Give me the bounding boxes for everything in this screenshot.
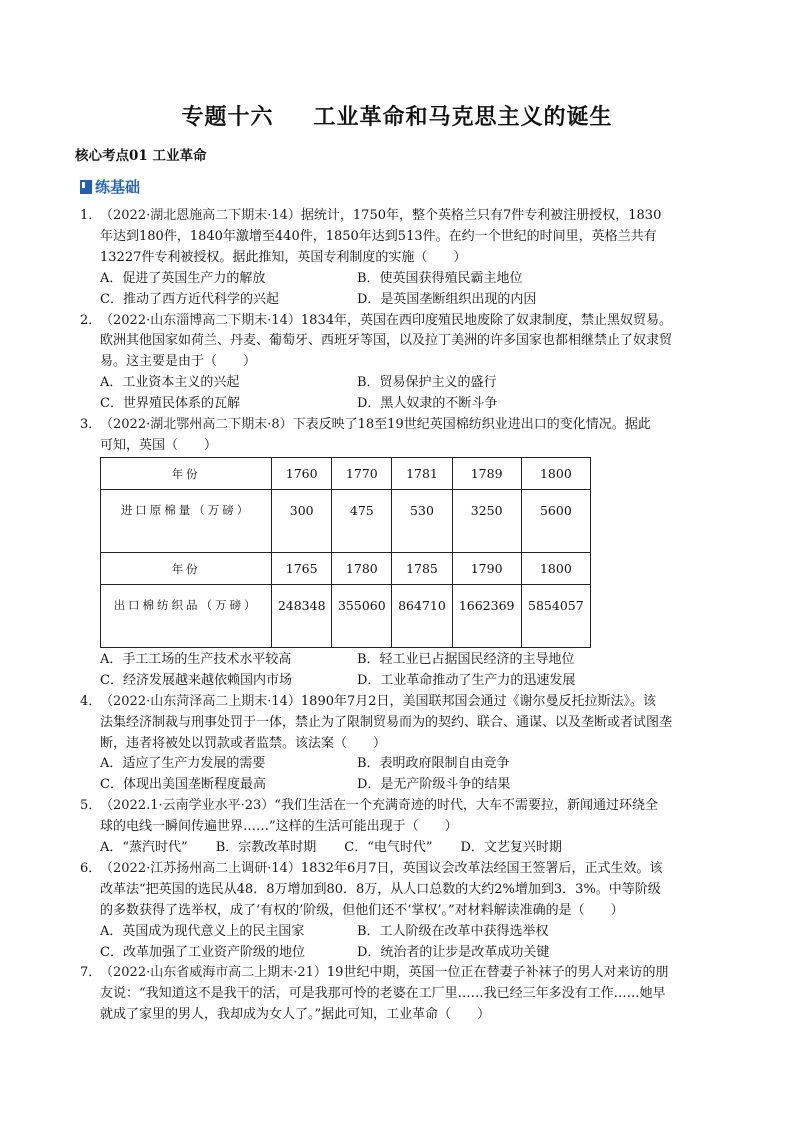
options-row bbox=[100, 269, 720, 290]
question-number: 5． bbox=[80, 798, 102, 814]
question-source: （2022·山东菏泽高二上期末·14） bbox=[100, 693, 301, 709]
option-d[interactable]: D．是无产阶级斗争的结果 bbox=[357, 777, 511, 793]
table-row-header: 出口棉纺织品（万磅） bbox=[101, 584, 272, 647]
table-cell: 355060 bbox=[332, 584, 392, 647]
table-cell: 864710 bbox=[392, 584, 452, 647]
question-text-line: 球的电线一瞬间传遍世界……”这样的生活可能出现于（ ） bbox=[100, 819, 458, 835]
table-row bbox=[101, 552, 591, 584]
question-7 bbox=[80, 963, 720, 1026]
options-row bbox=[100, 373, 720, 394]
options-row bbox=[100, 650, 720, 671]
question-4 bbox=[80, 692, 720, 797]
question-text-line bbox=[80, 311, 720, 332]
table-cell: 1790 bbox=[452, 552, 521, 584]
question-source: （2022·湖北恩施高二下期末·14） bbox=[100, 208, 301, 223]
book-icon bbox=[80, 180, 92, 194]
table-row-header: 年份 bbox=[101, 457, 272, 489]
question-number: 6． bbox=[80, 860, 102, 876]
question-3 bbox=[80, 415, 720, 692]
option-c[interactable]: C．推动了西方近代科学的兴起 bbox=[100, 291, 279, 307]
question-text-line: 的多数获得了选举权，成了‘有权的’阶级，但他们还不‘掌权’。”对材料解读准确的是（ ） bbox=[100, 902, 624, 918]
options-row bbox=[100, 394, 720, 415]
answer-options bbox=[80, 650, 720, 692]
option-d[interactable]: D．文艺复兴时期 bbox=[460, 840, 562, 856]
option-a[interactable]: A．手工工场的生产技术水平较高 bbox=[100, 651, 292, 667]
option-a[interactable]: A．适应了生产力发展的需要 bbox=[100, 756, 266, 772]
table-cell: 5600 bbox=[521, 489, 590, 552]
question-text-line: 改革法“把英国的选民从48．8万增加到80．8万，从人口总数的大约2%增加到3．3%。中等阶级 bbox=[100, 881, 661, 897]
option-b[interactable]: B．贸易保护主义的盛行 bbox=[357, 375, 497, 391]
question-text: 1832年6月7日，英国议会改革法经国王签署后，正式生效。该 bbox=[300, 860, 663, 876]
question-text-line: 年达到180件，1840年激增至440件，1850年达到513件。在约一个世纪的时间里，英格兰共有 bbox=[100, 228, 657, 244]
cotton-trade-table bbox=[100, 457, 591, 648]
question-5 bbox=[80, 796, 720, 859]
table-cell: 1789 bbox=[452, 457, 521, 489]
options-row bbox=[100, 775, 720, 796]
answer-options bbox=[80, 754, 720, 796]
table-cell: 530 bbox=[392, 489, 452, 552]
options-row bbox=[100, 671, 720, 692]
option-a[interactable]: A．工业资本主义的兴起 bbox=[100, 375, 240, 391]
option-b[interactable]: B．表明政府限制自由竞争 bbox=[357, 756, 510, 772]
option-a[interactable]: A．英国成为现代意义上的民主国家 bbox=[100, 923, 305, 939]
option-b[interactable]: B．宗教改革时期 bbox=[215, 840, 317, 856]
table-row bbox=[101, 489, 591, 552]
question-text: 1834年，英国在西印度殖民地废除了奴隶制度，禁止黑奴贸易。 bbox=[300, 312, 672, 328]
question-text-line: 友说：“我知道这不是我干的活，可是我那可怜的老婆在工厂里……我已经三年多没有工作……她早 bbox=[100, 986, 666, 1002]
option-a[interactable]: A．“蒸汽时代” bbox=[100, 840, 188, 856]
title-topic-number: 专题十六 bbox=[181, 105, 274, 130]
question-number: 4． bbox=[80, 693, 102, 709]
question-text: “我们生活在一个充满奇迹的时代，大车不需要拉，新闻通过环绕全 bbox=[274, 798, 658, 814]
option-b[interactable]: B．工人阶级在改革中获得选举权 bbox=[357, 923, 549, 939]
table-cell: 1662369 bbox=[452, 584, 521, 647]
question-text-line bbox=[80, 859, 720, 880]
table-cell: 1785 bbox=[392, 552, 452, 584]
question-text-line bbox=[80, 963, 720, 984]
section-heading: 核心考点01 工业革命 bbox=[75, 148, 207, 164]
practice-heading bbox=[80, 176, 140, 197]
table-cell: 1800 bbox=[521, 457, 590, 489]
question-list bbox=[80, 206, 720, 1026]
question-text-line: 可知，英国（ ） bbox=[100, 437, 218, 453]
question-text-line bbox=[80, 415, 720, 436]
table-row bbox=[101, 457, 591, 489]
question-text-line: 断，违者将被处以罚款或者监禁。该法案（ ） bbox=[100, 735, 387, 751]
question-text: 下表反映了18至19世纪英国棉纺织业进出口的变化情况。据此 bbox=[292, 417, 651, 433]
table-cell: 1800 bbox=[521, 552, 590, 584]
question-number: 1． bbox=[80, 208, 102, 223]
table-cell: 5854057 bbox=[521, 584, 590, 647]
question-text: 1890年7月2日，美国联邦国会通过《谢尔曼反托拉斯法》。该 bbox=[300, 693, 657, 709]
question-text-line bbox=[80, 796, 720, 817]
answer-options bbox=[80, 373, 720, 415]
answer-options bbox=[80, 922, 720, 964]
question-source: （2022·山东省威海市高二上期末·21） bbox=[100, 965, 327, 981]
table-cell: 248348 bbox=[272, 584, 332, 647]
table-cell: 1780 bbox=[332, 552, 392, 584]
table-cell: 300 bbox=[272, 489, 332, 552]
question-number: 2． bbox=[80, 312, 102, 328]
question-6 bbox=[80, 859, 720, 964]
option-c[interactable]: C．“电气时代” bbox=[344, 840, 433, 856]
table-cell: 3250 bbox=[452, 489, 521, 552]
table-cell: 1760 bbox=[272, 457, 332, 489]
question-text: 据统计，1750年，整个英格兰只有7件专利被注册授权，1830 bbox=[300, 208, 662, 223]
option-c[interactable]: C．世界殖民体系的瓦解 bbox=[100, 396, 240, 412]
answer-options bbox=[80, 269, 720, 311]
table-row-header: 年份 bbox=[101, 552, 272, 584]
question-number: 3． bbox=[80, 417, 102, 433]
option-b[interactable]: B．使英国获得殖民霸主地位 bbox=[357, 270, 523, 286]
option-c[interactable]: C．改革加强了工业资产阶级的地位 bbox=[100, 944, 305, 960]
table-cell: 1781 bbox=[392, 457, 452, 489]
options-row bbox=[100, 943, 720, 964]
option-d[interactable]: D．统治者的让步是改革成功关键 bbox=[357, 944, 550, 960]
options-row bbox=[100, 922, 720, 943]
question-source: （2022·山东淄博高二下期末·14） bbox=[100, 312, 301, 328]
option-c[interactable]: C．体现出美国垄断程度最高 bbox=[100, 777, 266, 793]
option-d[interactable]: D．工业革命推动了生产力的迅速发展 bbox=[357, 672, 576, 688]
options-row bbox=[100, 290, 720, 311]
table-cell: 1770 bbox=[332, 457, 392, 489]
question-text-line: 欧洲其他国家如荷兰、丹麦、葡萄牙、西班牙等国，以及拉丁美洲的许多国家也都相继禁止了奴隶贸 bbox=[100, 333, 673, 349]
question-source: （2022·湖北鄂州高二下期末·8） bbox=[100, 417, 293, 433]
options-row bbox=[100, 838, 720, 859]
option-b[interactable]: B．轻工业已占据国民经济的主导地位 bbox=[357, 651, 575, 667]
title-topic-name: 工业革命和马克思主义的诞生 bbox=[313, 105, 613, 130]
table-row bbox=[101, 584, 591, 647]
practice-label: 练基础 bbox=[95, 178, 141, 196]
question-text-line bbox=[80, 692, 720, 713]
option-a[interactable]: A．促进了英国生产力的解放 bbox=[100, 270, 266, 286]
page-title bbox=[0, 100, 794, 131]
question-text-line: 易。这主要是由于（ ） bbox=[100, 354, 257, 370]
table-row-header: 进口原棉量（万磅） bbox=[101, 489, 272, 552]
question-number: 7． bbox=[80, 965, 102, 981]
table-cell: 475 bbox=[332, 489, 392, 552]
question-source: （2022·江苏扬州高二上调研·14） bbox=[100, 860, 301, 876]
option-d[interactable]: D．是英国垄断组织出现的内因 bbox=[357, 291, 537, 307]
question-text-line: 13227件专利被授权。据此推知，英国专利制度的实施（ ） bbox=[100, 249, 467, 265]
table-cell: 1765 bbox=[272, 552, 332, 584]
question-text-line: 法集经济制裁与刑事处罚于一体，禁止为了限制贸易而为的契约、联合、通谋、以及垄断或者试图垄 bbox=[100, 714, 673, 730]
question-text-line: 就成了家里的男人，我却成为女人了。”据此可知，工业革命（ ） bbox=[100, 1007, 491, 1023]
question-text-line bbox=[80, 206, 720, 227]
option-c[interactable]: C．经济发展越来越依赖国内市场 bbox=[100, 672, 292, 688]
question-1 bbox=[80, 206, 720, 311]
option-d[interactable]: D．黑人奴隶的不断斗争 bbox=[357, 396, 498, 412]
question-source: （2022.1·云南学业水平·23） bbox=[100, 798, 275, 814]
question-2 bbox=[80, 311, 720, 416]
question-text: 19世纪中期，英国一位正在替妻子补袜子的男人对来访的朋 bbox=[326, 965, 669, 981]
options-row bbox=[100, 754, 720, 775]
answer-options bbox=[80, 838, 720, 859]
